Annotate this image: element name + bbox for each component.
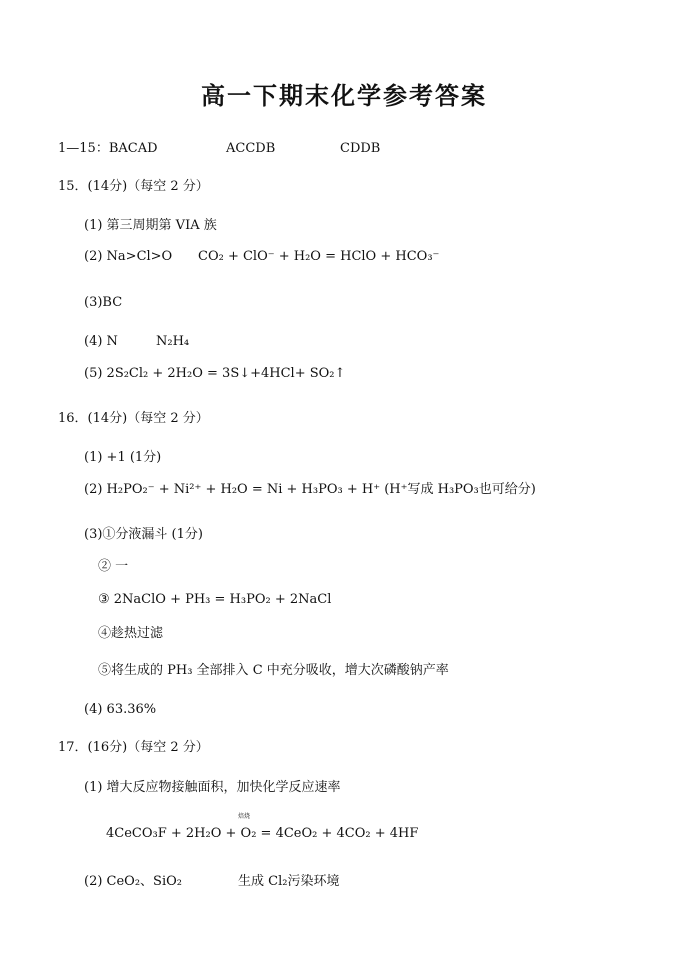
q16-answer-3-1: (3)①分液漏斗 (1分) — [84, 527, 203, 542]
q17-answer-2-right: 生成 Cl₂污染环境 — [238, 874, 340, 889]
mc-answers-row — [58, 140, 158, 158]
q15-header: 15．(14分)（每空 2 分） — [58, 179, 209, 194]
q15-answer-4-right: N₂H₄ — [156, 334, 190, 349]
mc-group-1: 1—15：BACAD — [58, 141, 158, 156]
mc-group-2: ACCDB — [226, 141, 276, 156]
q15-answer-3: (3)BC — [84, 295, 123, 310]
q15-answer-2-equation: CO₂ + ClO⁻ + H₂O = HClO + HCO₃⁻ — [198, 249, 440, 264]
q15-answer-4-left: (4) N — [84, 334, 118, 349]
q15-answer-2-left: (2) Na>Cl>O — [84, 249, 173, 264]
q17-answer-1: (1) 增大反应物接触面积，加快化学反应速率 — [84, 780, 341, 795]
q16-answer-1: (1) +1 (1分) — [84, 450, 162, 465]
q16-answer-4: (4) 63.36% — [84, 702, 157, 717]
q17-header: 17．(16分)（每空 2 分） — [58, 740, 209, 755]
q16-answer-3-3: ③ 2NaClO + PH₃ = H₃PO₂ + 2NaCl — [98, 592, 332, 607]
page-title: 高一下期末化学参考答案 — [201, 82, 487, 110]
q15-answer-5: (5) 2S₂Cl₂ + 2H₂O = 3S↓+4HCl+ SO₂↑ — [84, 366, 346, 381]
q16-header: 16．(14分)（每空 2 分） — [58, 411, 209, 426]
q17-answer-2-left: (2) CeO₂、SiO₂ — [84, 874, 182, 889]
q17-answer-1-equation: 4CeCO₃F + 2H₂O + O₂ = 4CeO₂ + 4CO₂ + 4HF — [106, 826, 419, 841]
q16-answer-2: (2) H₂PO₂⁻ + Ni²⁺ + H₂O = Ni + H₃PO₃ + H⁺ (H⁺写成 H₃PO₃也可给分) — [84, 482, 536, 497]
q16-answer-3-4: ④趁热过滤 — [98, 626, 164, 641]
q16-answer-3-2: ② 一 — [98, 559, 129, 574]
reaction-condition-label: 焙烧 — [238, 813, 251, 820]
q15-answer-1: (1) 第三周期第 VIA 族 — [84, 218, 217, 233]
mc-group-3: CDDB — [340, 141, 381, 156]
q16-answer-3-5: ⑤将生成的 PH₃ 全部排入 C 中充分吸收，增大次磷酸钠产率 — [98, 663, 449, 678]
